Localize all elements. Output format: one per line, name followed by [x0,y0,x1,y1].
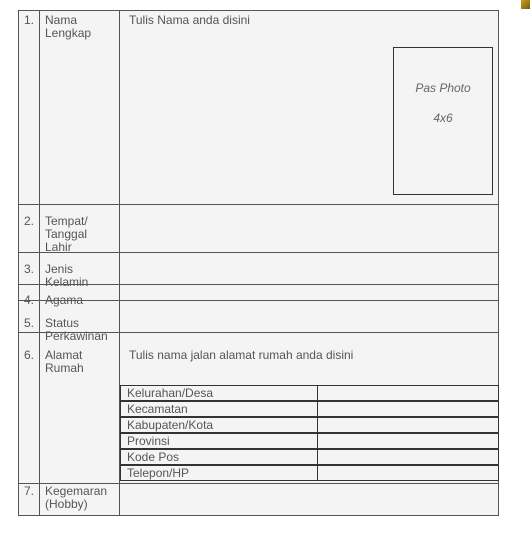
row-divider [19,252,498,253]
pas-photo-box [393,47,493,195]
photo-size: 4x6 [433,111,453,125]
address-subfield-row[interactable] [120,385,499,401]
cell-divider [317,466,318,480]
address-subfield-row[interactable] [120,433,499,449]
cell-divider [317,450,318,464]
address-subfield-label: Kelurahan/Desa [127,386,214,400]
address-subfield-label: Telepon/HP [127,466,190,480]
field-label-status-perkawinan: Status Perkawinan [45,316,108,343]
field-label-kegemaran: Kegemaran (Hobby) [45,484,108,511]
field-label-tempat-tanggal-lahir: Tempat/ Tanggal Lahir [45,214,88,254]
row-number: 3. [24,262,35,276]
row-divider [19,204,498,205]
cell-divider [317,418,318,432]
address-subfield-label: Kode Pos [127,450,180,464]
address-subtable [120,385,499,481]
biodata-form [18,10,499,516]
cell-divider [317,402,318,416]
address-subfield-label: Kabupaten/Kota [127,418,214,432]
row-number: 6. [24,348,35,362]
field-label-alamat-rumah: Alamat Rumah [45,348,84,375]
address-subfield-row[interactable] [120,465,499,481]
field-label-jenis-kelamin: Jenis Kelamin [45,262,89,289]
column-divider-number [39,11,40,515]
row-number: 7. [24,484,35,498]
cell-divider [317,386,318,400]
row-number: 5. [24,316,35,330]
photo-label: Pas Photo [415,81,471,95]
address-subfield-row[interactable] [120,449,499,465]
row-number: 1. [24,13,35,27]
row-number: 4. [24,293,35,307]
address-subfield-row[interactable] [120,401,499,417]
field-value-nama-lengkap[interactable]: Tulis Nama anda disini [129,13,250,27]
address-subfield-label: Provinsi [127,434,170,448]
row-divider [19,284,498,285]
row-number: 2. [24,214,35,228]
corner-decoration [521,0,530,9]
cell-divider [317,434,318,448]
row-divider [19,300,498,301]
field-label-nama-lengkap: Nama Lengkap [45,13,92,40]
field-label-agama: Agama [45,293,84,307]
field-value-alamat-rumah[interactable]: Tulis nama jalan alamat rumah anda disini [129,348,354,362]
address-subfield-row[interactable] [120,417,499,433]
address-subfield-label: Kecamatan [127,402,188,416]
